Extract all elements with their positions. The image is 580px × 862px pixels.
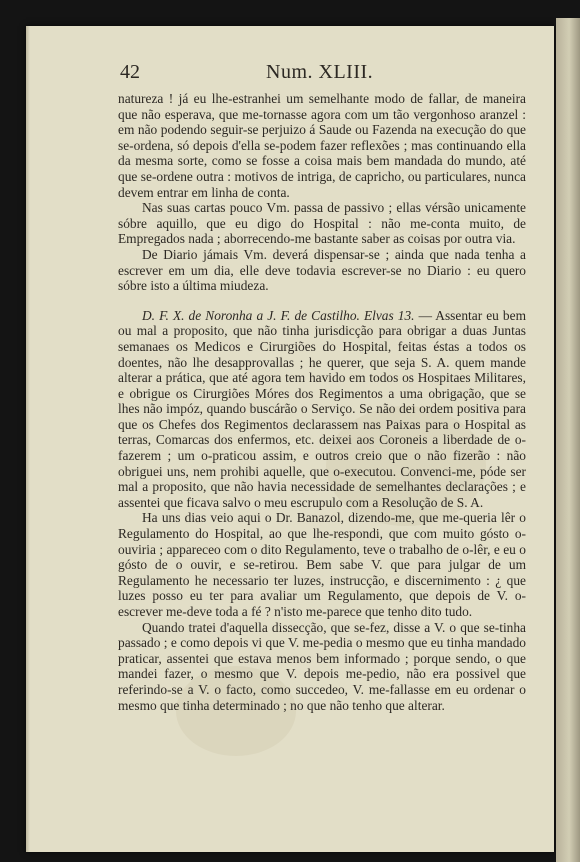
page-number: 42: [120, 61, 140, 83]
body-text: [118, 91, 526, 713]
paragraph: De Diario jámais Vm. deverá dispensar-se ; ainda que nada tenha a escrever em um dia, elle deve todavia escrever-se no Diario : eu quero sóbre isto a última miudeza.: [118, 246, 526, 294]
running-title: Num. XLIII.: [266, 61, 374, 83]
paragraph: Nas suas cartas pouco Vm. passa de passivo ; ellas vérsão unicamente sóbre aquillo, que eu digo do Hospital : não me-conta muito, de Empregados nada ; aborrecendo-me bastante saber as coisas por outra via.: [118, 200, 526, 247]
letter-paragraph: [118, 308, 526, 511]
paragraph: Quando tratei d'aquella dissecção, que se-fez, disse a V. o que se-tinha passado ; e como depois vi que V. me-pedia o mesmo que eu tinha mandado praticar, assentei que estava menos bem informado ; porque sendo, o que mandei fazer, o mesmo que V. depois me-pedio, não era possivel que referindo-se a V. o facto, como succedeo, V. me-fallasse em eu ordenar o mesmo que tinha determinado ; no que não tenho que alterar.: [118, 619, 526, 713]
letter-heading: D. F. X. de Noronha a J. F. de Castilho. Elvas 13.: [142, 307, 415, 323]
letter-body: — Assentar eu bem ou mal a proposito, que não tinha jurisdicção para obrigar a duas Juntas semanaes os Medicos e Cirurgiões do Hospital, feitas éstas a todos os doentes, não lhe desapprovallas ; he querer, que seja S. A. quem mande alterar a prática, que até agora tem havido em todos os Hospitaes Militares, e obrigue os Cirurgiões Móres dos Regimentos a uma obrigação, que se lhes não impóz, quando buscárão o Serviço. Se não dei ordem positiva para que os Chefes dos Regimentos declarassem nas Paixas para o Hospital as terras, Comarcas dos enfermos, etc. deixei aos Coroneis a liberdade de o-fazerem ; um o-praticou assim, e outros creio que o não fizerão : não obriguei uns, nem prohibi aquelle, que o-executou. Convenci-me, póde ser mal a proposito, que não havia necessidade de semelhantes declarações ; e assentei que ficava salvo o meu escrupulo com a Resolução de S. A.: [118, 307, 526, 510]
paragraph: natureza ! já eu lhe-estranhei um semelhante modo de fallar, de maneira que não esperava, que me-tornasse agora com um tão vergonhoso aranzel : em não podendo seguir-se perjuizo á Saude ou Fazenda na execução do que se-ordena, só depois d'ella se-podem fazer reflexões ; mas continuando ella da mesma sorte, como se fosse a coisa mais bem mandada do mundo, até que se-ordene outra : motivos de intriga, de capricho, ou particulares, nunca devem entrar em linha de conta.: [118, 91, 526, 200]
page-gutter-shadow: [26, 26, 30, 852]
paragraph: Ha uns dias veio aqui o Dr. Banazol, dizendo-me, que me-queria lêr o Regulamento do Hospital, ao que lhe-respondi, que com muito gósto o-ouviria ; appareceo com o dito Regulamento, teve o trabalho de o-lêr, e eu o gósto de o ouvir, e se-retirou. Bem sabe V. que para julgar de um Regulamento he necessario ter luzes, instrucção, e discernimento : ¿ que luzes posso eu ter para avaliar um Regulamento, que depois de V. o-escrever me-deve toda a fé ? n'isto me-parece que tenho dito tudo.: [118, 510, 526, 619]
page-header: [108, 61, 528, 91]
adjacent-page-edge: [556, 18, 580, 862]
